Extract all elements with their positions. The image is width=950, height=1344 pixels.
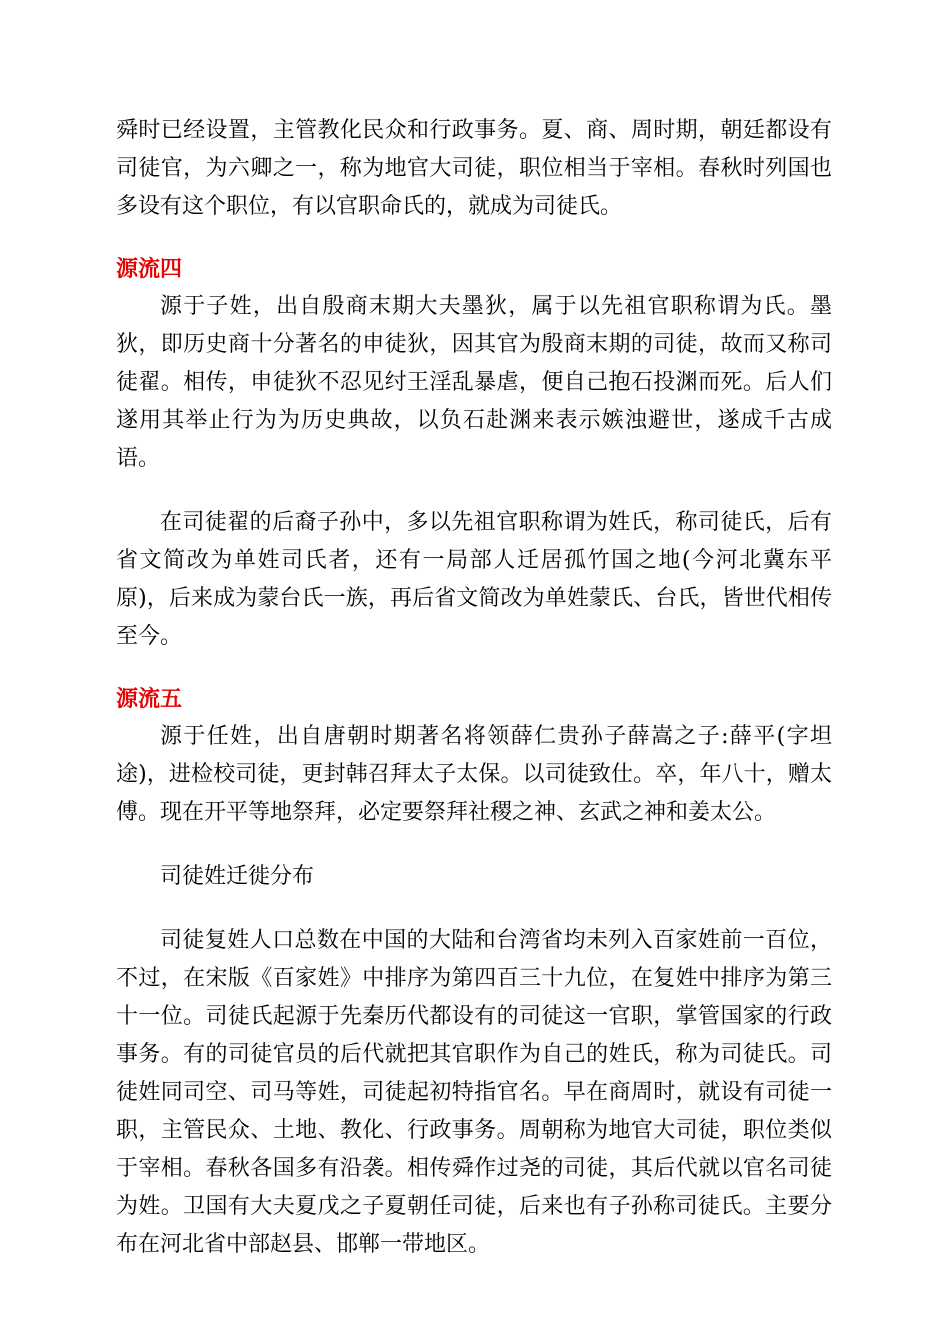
section-subtitle-migration: 司徒姓迁徙分布 <box>160 864 315 889</box>
paragraph-gap <box>116 832 832 858</box>
paragraph-origin-4-b: 在司徒翟的后裔子孙中，多以先祖官职称谓为姓氏，称司徒氏，后有省文简改为单姓司氏者，还有一局部人迁居孤竹国之地(今河北冀东平原)，后来成为蒙台氏一族，再后省文简改为单姓蒙氏、台氏，皆世代相传至今。 <box>116 510 832 649</box>
paragraph-migration: 司徒复姓人口总数在中国的大陆和台湾省均未列入百家姓前一百位，不过，在宋版《百家姓》中排序为第四百三十九位，在复姓中排序为第三十一位。司徒氏起源于先秦历代都设有的司徒这一官职，掌管国家的行政事务。有的司徒官员的后代就把其官职作为自己的姓氏，称为司徒氏。司徒姓同司空、司马等姓，司徒起初特指官名。早在商周时，就设有司徒一职，主管民众、土地、教化、行政事务。周朝称为地官大司徒，职位类似于宰相。春秋各国多有沿袭。相传舜作过尧的司徒，其后代就以官名司徒为姓。卫国有大夫夏戊之子夏朝任司徒，后来也有子孙称司徒氏。主要分布在河北省中部赵县、邯郸一带地区。 <box>116 928 832 1257</box>
paragraph-gap <box>116 478 832 504</box>
paragraph-origin-3-continued: 舜时已经设置，主管教化民众和行政事务。夏、商、周时期，朝廷都设有司徒官，为六卿之一，称为地官大司徒，职位相当于宰相。春秋时列国也多设有这个职位，有以官职命氏的，就成为司徒氏。 <box>116 118 832 219</box>
paragraph-gap <box>116 896 832 922</box>
paragraph-gap <box>116 656 832 682</box>
paragraph-origin-5: 源于任姓，出自唐朝时期著名将领薛仁贵孙子薛嵩之子:薛平(字坦途)，进检校司徒，更封韩召拜太子太保。以司徒致仕。卒，年八十，赠太傅。现在开平等地祭拜，必定要祭拜社稷之神、玄武之神和姜太公。 <box>116 724 832 825</box>
paragraph-origin-4-a: 源于子姓，出自殷商末期大夫墨狄，属于以先祖官职称谓为氏。墨狄，即历史商十分著名的申徒狄，因其官为殷商末期的司徒，故而又称司徒翟。相传，申徒狄不忍见纣王淫乱暴虐，便自己抱石投渊而死。后人们遂用其举止行为为历史典故，以负石赴渊来表示嫉浊避世，遂成千古成语。 <box>116 294 832 471</box>
paragraph-gap <box>116 226 832 252</box>
document-page <box>116 112 832 1264</box>
heading-origin-4: 源流四 <box>116 257 183 282</box>
heading-origin-5: 源流五 <box>116 687 183 712</box>
